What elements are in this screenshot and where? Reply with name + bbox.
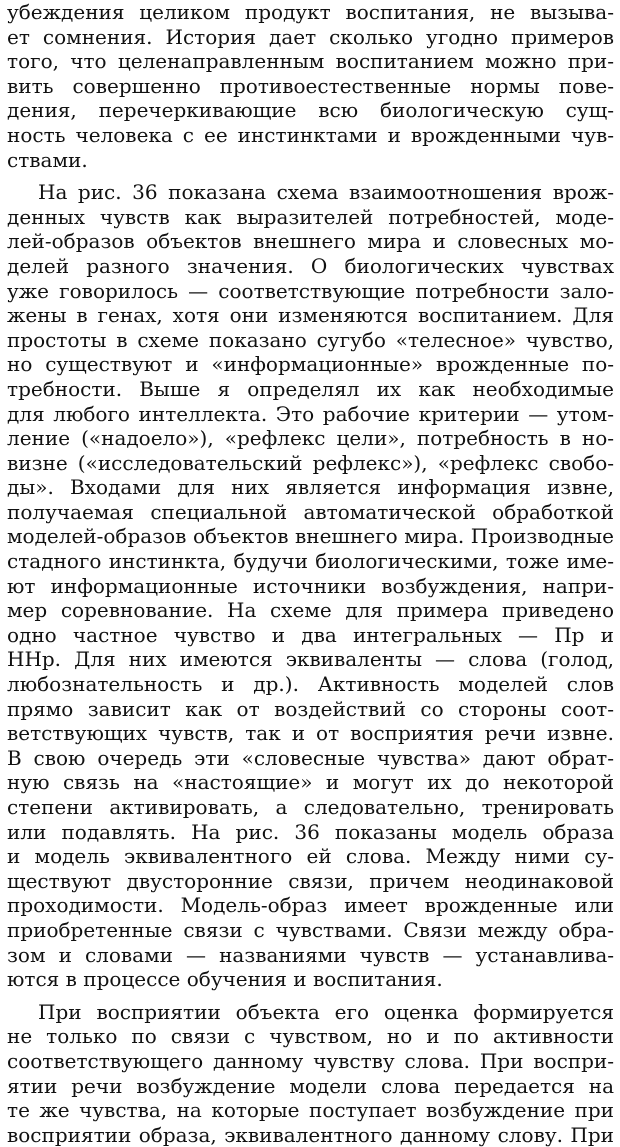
text-line: и модель эквивалентного ей слова. Между ними су-	[7, 844, 614, 869]
text-line: уже говорилось — соответствующие потребности зало-	[7, 278, 614, 303]
text-line: дения, перечеркивающие всю биологическую сущ-	[7, 98, 614, 123]
text-line: не только по связи с чувством, но и по активности	[7, 1024, 614, 1049]
text-line: ятии речи возбуждение модели слова передается на	[7, 1073, 614, 1098]
text-line: или подавлять. На рис. 36 показаны модель образа	[7, 819, 614, 844]
text-line: ют информационные источники возбуждения, напри-	[7, 573, 614, 598]
text-line: но существуют и «информационные» врожденные по-	[7, 352, 614, 377]
text-line: ются в процессе обучения и воспитания.	[7, 967, 443, 992]
text-line: прямо зависит как от воздействий со стороны соот-	[7, 696, 614, 721]
text-line: ность человека с ее инстинктами и врожденными чув-	[7, 122, 614, 147]
text-line: степени активировать, а следовательно, тренировать	[7, 795, 614, 819]
text-line: того, что целенаправленным воспитанием можно при-	[7, 49, 614, 74]
text-line: делей разного значения. О биологических чувствах	[7, 253, 614, 278]
text-line: зом и словами — названиями чувств — устанавлива-	[7, 942, 614, 967]
text-line: ННр. Для них имеются эквиваленты — слова (голод,	[7, 647, 614, 672]
text-line: простоты в схеме показано сугубо «телесное» чувство,	[7, 327, 614, 352]
text-line: моделей-образов объектов внешнего мира. Производные	[7, 524, 614, 549]
text-line: ществуют двусторонние связи, причем неодинаковой	[7, 868, 614, 893]
paragraph	[7, 1000, 614, 1147]
document-page	[7, 0, 614, 1147]
text-line: ствами.	[7, 147, 88, 172]
text-line: проходимости. Модель-образ имеет врожденные или	[7, 893, 614, 918]
text-line: для любого интеллекта. Это рабочие критерии — утом-	[7, 401, 614, 426]
paragraph-gap	[7, 172, 614, 180]
text-line: В свою очередь эти «словесные чувства» дают обрат-	[7, 745, 614, 770]
paragraph	[7, 0, 614, 172]
text-line: стадного инстинкта, будучи биологическими, тоже име-	[7, 549, 614, 574]
text-line: На рис. 36 показана схема взаимоотношения врож-	[38, 180, 614, 205]
text-line: те же чувства, на которые поступает возбуждение при	[7, 1098, 614, 1123]
text-line: получаемая специальной автоматической обработкой	[7, 499, 614, 524]
text-line: ет сомнения. История дает сколько угодно примеров	[7, 24, 614, 49]
text-line: ление («надоело»), «рефлекс цели», потребность в но-	[7, 426, 614, 451]
text-line: мер соревнование. На схеме для примера приведено	[7, 598, 614, 623]
paragraph	[7, 180, 614, 992]
paragraph-gap	[7, 992, 614, 1000]
text-line: соответствующего данному чувству слова. При воспри-	[7, 1048, 614, 1073]
text-line: приобретенные связи с чувствами. Связи между обра-	[7, 917, 614, 942]
text-line: жены в генах, хотя они изменяются воспитанием. Для	[7, 303, 614, 328]
text-line: При восприятии объекта его оценка формируется	[38, 999, 614, 1024]
text-line: визне («исследовательский рефлекс»), «рефлекс свобо-	[7, 450, 614, 475]
text-line: ды». Входами для них является информация извне,	[7, 475, 614, 500]
text-line: ную связь на «настоящие» и могут их до некоторой	[7, 770, 614, 795]
text-line: денных чувств как выразителей потребностей, моде-	[7, 204, 614, 229]
text-line: требности. Выше я определял их как необходимые	[7, 376, 614, 401]
text-line: убеждения целиком продукт воспитания, не вызыва-	[7, 0, 614, 24]
text-line: лей-образов объектов внешнего мира и словесных мо-	[7, 229, 614, 254]
text-line: любознательность и др.). Активность моделей слов	[7, 672, 614, 697]
text-line: одно частное чувство и два интегральных — Пр и	[7, 622, 614, 647]
text-line: вить совершенно противоестественные нормы пове-	[7, 73, 614, 98]
text-line: ветствующих чувств, так и от восприятия речи извне.	[7, 721, 614, 746]
text-line: восприятии образа, эквивалентного данному слову. При	[7, 1122, 614, 1147]
